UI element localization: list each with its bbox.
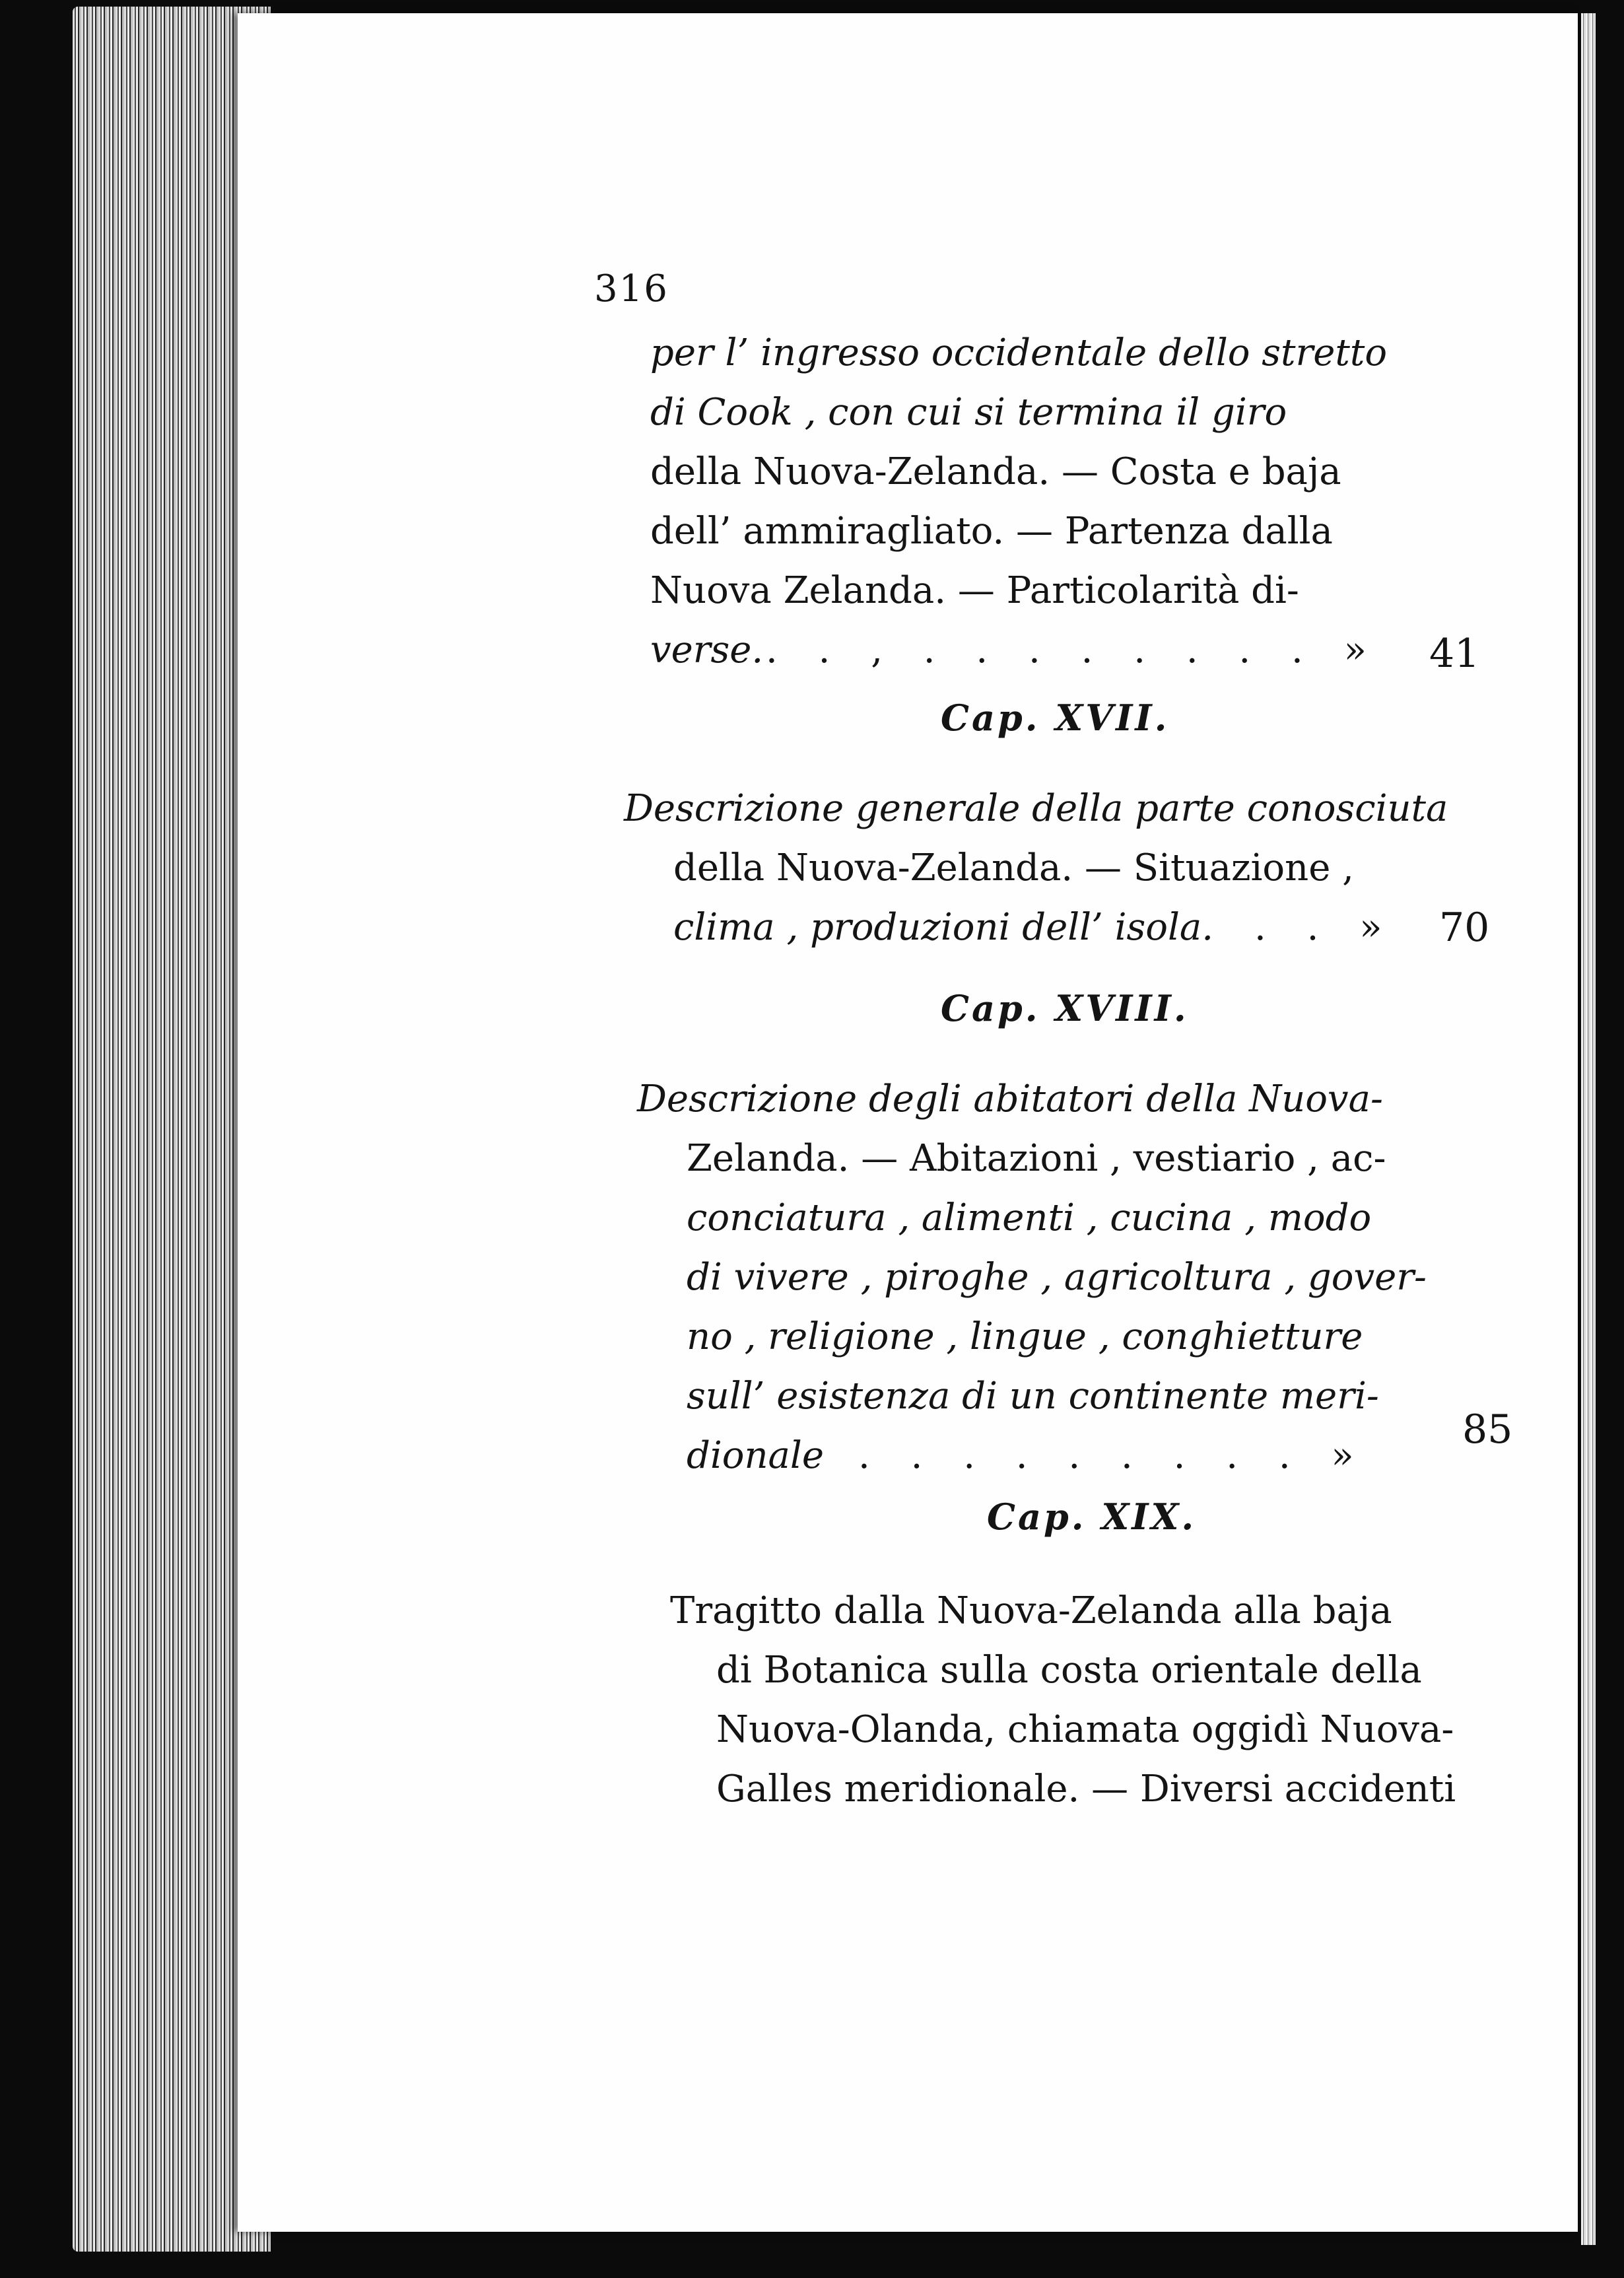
entry-line: di vivere , piroghe , agricoltura , gover- (687, 1256, 1427, 1299)
dot-leader: . . , . . . . . . . . » (766, 629, 1381, 672)
entry-line: della Nuova-Zelanda. — Situazione , (673, 846, 1354, 889)
entry-line: dell’ ammiragliato. — Partenza dalla (650, 510, 1333, 553)
chapter-heading: Cap. XVIII. (941, 987, 1189, 1029)
page-reference: 85 (1462, 1406, 1513, 1453)
entry-line: dionale (687, 1434, 824, 1477)
entry-line: Zelanda. — Abitazioni , vestiario , ac- (687, 1137, 1386, 1180)
dot-leader: . . » (1254, 906, 1397, 949)
entry-line: di Cook , con cui si termina il giro (650, 391, 1287, 434)
page-reference: 70 (1439, 905, 1490, 951)
entry-line: sull’ esistenza di un continente meri- (687, 1375, 1379, 1418)
chapter-heading: Cap. XVII. (941, 697, 1170, 739)
entry-line: Galles meridionale. — Diversi accidenti (716, 1768, 1456, 1811)
entry-line: di Botanica sulla costa orientale della (716, 1649, 1422, 1692)
entry-line: Nuova-Olanda, chiamata oggidì Nuova- (716, 1708, 1454, 1751)
entry-line: Descrizione generale della parte conosciuta (624, 787, 1448, 830)
entry-line: Tragitto dalla Nuova-Zelanda alla baja (670, 1589, 1392, 1632)
entry-line: per l’ ingresso occidentale dello stretto (650, 331, 1388, 374)
page-reference: 41 (1429, 631, 1480, 677)
entry-line: conciatura , alimenti , cucina , modo (687, 1196, 1372, 1239)
entry-line: Descrizione degli abitatori della Nuova- (637, 1078, 1383, 1121)
page-number: 316 (594, 267, 669, 310)
entry-line: clima , produzioni dell’ isola. (673, 906, 1214, 949)
entry-line: no , religione , lingue , conghietture (687, 1315, 1363, 1358)
dot-leader: . . . . . . . . . » (858, 1434, 1369, 1477)
entry-line: della Nuova-Zelanda. — Costa e baja (650, 450, 1341, 493)
chapter-heading: Cap. XIX. (987, 1496, 1197, 1538)
right-page-edge (1581, 13, 1596, 2245)
entry-line: Nuova Zelanda. — Particolarità di- (650, 569, 1299, 612)
entry-line: verse. (650, 629, 764, 672)
